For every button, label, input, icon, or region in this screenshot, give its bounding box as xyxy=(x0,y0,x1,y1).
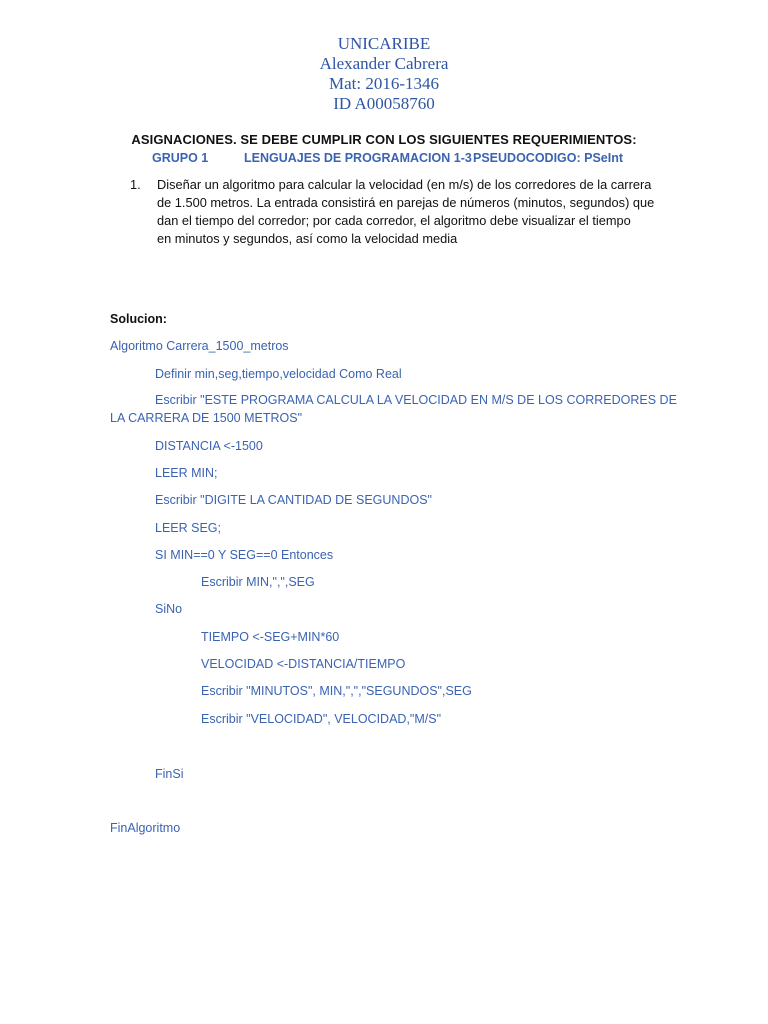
code-line: TIEMPO <-SEG+MIN*60 xyxy=(201,630,340,644)
group-label: GRUPO 1 xyxy=(152,151,209,165)
question-text xyxy=(157,176,657,248)
tool-label: PSEUDOCODIGO: PSeInt xyxy=(473,151,624,165)
code-line: DISTANCIA <-1500 xyxy=(155,439,263,453)
solution-label: Solucion: xyxy=(110,312,167,326)
code-line: LA CARRERA DE 1500 METROS" xyxy=(110,411,303,425)
question-line: en minutos y segundos, así como la velocidad media xyxy=(157,231,458,246)
code-line: LEER SEG; xyxy=(155,521,221,535)
code-line: LEER MIN; xyxy=(155,466,218,480)
code-line: Escribir "DIGITE LA CANTIDAD DE SEGUNDOS" xyxy=(155,493,432,507)
document-header xyxy=(0,34,768,114)
student-id: ID A00058760 xyxy=(333,94,435,113)
code-line: VELOCIDAD <-DISTANCIA/TIEMPO xyxy=(201,657,406,671)
code-line: FinSi xyxy=(155,767,184,781)
code-line: FinAlgoritmo xyxy=(110,821,181,835)
assignment-heading: ASIGNACIONES. SE DEBE CUMPLIR CON LOS SIGUIENTES REQUERIMIENTOS: xyxy=(131,132,637,147)
student-mat: Mat: 2016-1346 xyxy=(328,74,440,93)
question-number: 1. xyxy=(130,177,141,192)
code-line: Escribir "ESTE PROGRAMA CALCULA LA VELOCIDAD EN M/S DE LOS CORREDORES DE xyxy=(155,393,677,407)
code-line: Escribir MIN,",",SEG xyxy=(201,575,315,589)
author-name: Alexander Cabrera xyxy=(319,54,449,73)
question-line: Diseñar un algoritmo para calcular la velocidad (en m/s) de los corredores de la carrera xyxy=(157,177,652,192)
code-line: Escribir "MINUTOS", MIN,",","SEGUNDOS",SEG xyxy=(201,684,472,698)
question-line: de 1.500 metros. La entrada consistirá en parejas de números (minutos, segundos) que xyxy=(157,195,655,210)
code-line: Algoritmo Carrera_1500_metros xyxy=(110,339,289,353)
code-line: Definir min,seg,tiempo,velocidad Como Real xyxy=(155,367,402,381)
topic-label: LENGUAJES DE PROGRAMACION 1-3 xyxy=(244,151,472,165)
code-line: SiNo xyxy=(155,602,183,616)
institution-name: UNICARIBE xyxy=(337,34,431,53)
code-line: SI MIN==0 Y SEG==0 Entonces xyxy=(155,548,334,562)
code-line: Escribir "VELOCIDAD", VELOCIDAD,"M/S" xyxy=(201,712,442,726)
question-line: dan el tiempo del corredor; por cada corredor, el algoritmo debe visualizar el tiempo xyxy=(157,213,631,228)
